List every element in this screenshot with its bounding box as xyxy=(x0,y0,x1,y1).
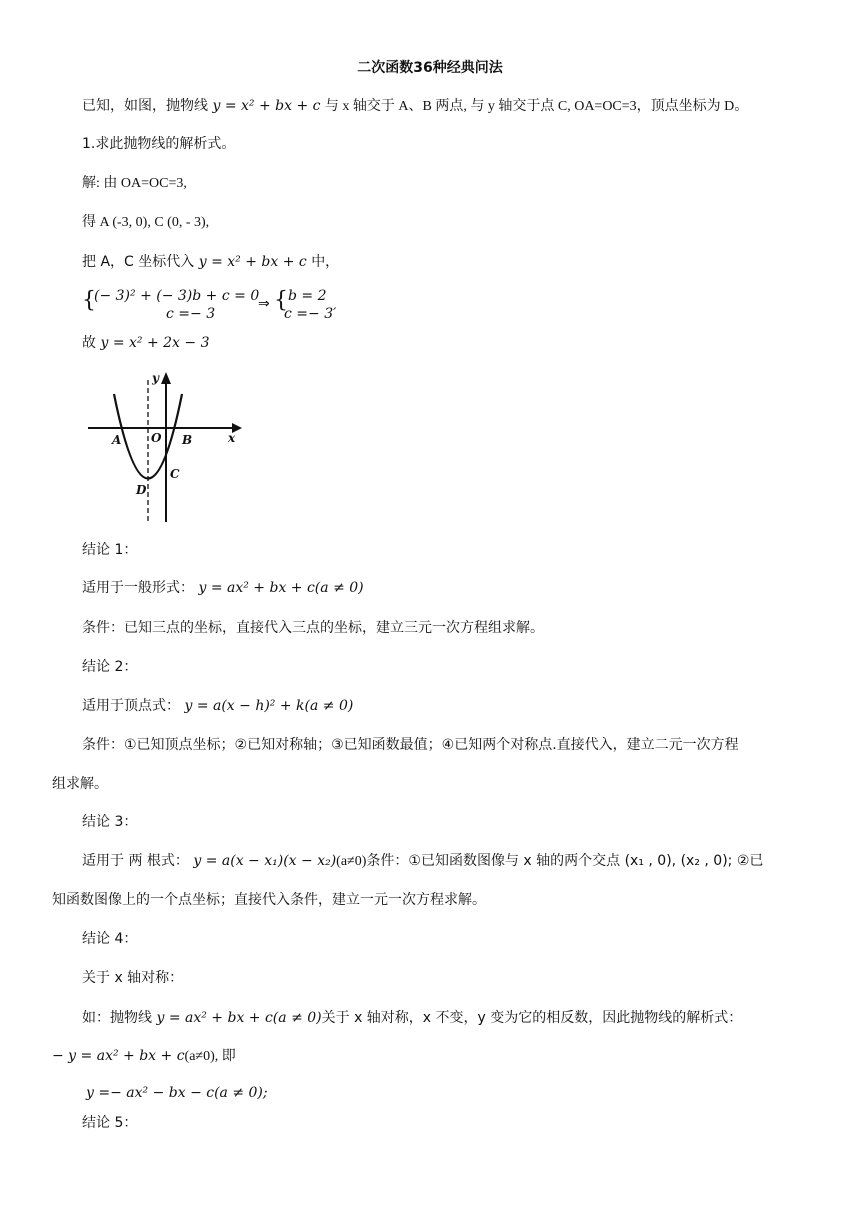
conclusion-4-subheading: 关于 x 轴对称： xyxy=(82,970,184,986)
conclusion-4-eq1-suffix: (a≠0), 即 xyxy=(184,1049,236,1064)
right-brace: { xyxy=(274,288,288,313)
intro-formula: y = x² + bx + c xyxy=(212,98,321,114)
label-o: O xyxy=(151,431,162,445)
conclusion-4-example-suffix: 关于 x 轴对称，x 不变，y 变为它的相反数，因此抛物线的解析式： xyxy=(321,1010,743,1026)
solution-result xyxy=(82,333,209,353)
conclusion-3-applies-prefix: 适用于 两 根式： xyxy=(82,853,189,869)
solution-line-3-prefix: 把 A，C 坐标代入 xyxy=(82,254,195,270)
conclusion-2-applies-prefix: 适用于顶点式： xyxy=(82,698,180,714)
conclusion-4-eq2: y =− ax² − bx − c(a ≠ 0); xyxy=(86,1085,268,1101)
left-brace: { xyxy=(82,288,96,313)
conclusion-3-condition-2: 知函数图像上的一个点坐标；直接代入条件，建立一元一次方程求解。 xyxy=(52,892,486,908)
label-x: x xyxy=(228,431,236,445)
conclusion-2-condition-2: 组求解。 xyxy=(52,776,108,792)
parabola-figure xyxy=(86,366,246,526)
solution-line-2: 得 A (-3, 0), C (0, - 3), xyxy=(82,215,210,230)
label-y: y xyxy=(152,371,159,385)
page-title: 二次函数36种经典问法 xyxy=(357,60,503,76)
label-d: D xyxy=(136,483,147,497)
label-a: A xyxy=(112,433,122,447)
conclusion-3-note: (a≠0) xyxy=(336,854,367,869)
conclusion-1-condition: 条件：已知三点的坐标，直接代入三点的坐标，建立三元一次方程组求解。 xyxy=(82,620,544,636)
conclusion-2-heading: 结论 2： xyxy=(82,659,138,675)
conclusion-1-formula: y = ax² + bx + c(a ≠ 0) xyxy=(198,580,364,596)
conclusion-2-applies xyxy=(82,696,353,716)
conclusion-4-eq1 xyxy=(52,1046,236,1067)
conclusion-1-applies-prefix: 适用于一般形式： xyxy=(82,580,194,596)
solution-result-formula: y = x² + 2x − 3 xyxy=(100,335,210,351)
solution-line-3 xyxy=(82,252,339,272)
conclusion-4-example-formula: y = ax² + bx + c(a ≠ 0) xyxy=(156,1010,322,1026)
intro-line xyxy=(82,96,748,117)
question-1: 1.求此抛物线的解析式。 xyxy=(82,136,236,152)
solution-line-3-formula: y = x² + bx + c xyxy=(198,254,307,270)
system-left-bottom: c =− 3 xyxy=(166,306,216,322)
conclusion-2-condition-1: 条件：①已知顶点坐标；②已知对称轴；③已知函数最值；④已知两个对称点.直接代入，建立二元一次方程 xyxy=(82,737,739,753)
system-right-bottom: c =− 3′ xyxy=(284,306,337,322)
conclusion-4-example xyxy=(82,1008,742,1028)
solution-result-prefix: 故 xyxy=(82,335,96,351)
label-b: B xyxy=(182,433,193,447)
system-left-top: (− 3)² + (− 3)b + c = 0 xyxy=(94,288,260,304)
label-c: C xyxy=(170,467,180,481)
conclusion-4-example-prefix: 如：抛物线 xyxy=(82,1010,152,1026)
conclusion-2-formula: y = a(x − h)² + k(a ≠ 0) xyxy=(184,698,354,714)
conclusion-1-heading: 结论 1： xyxy=(82,542,138,558)
intro-prefix: 已知，如图，抛物线 xyxy=(82,98,208,114)
system-right-top: b = 2 xyxy=(288,288,327,304)
implies-arrow: ⇒ xyxy=(258,296,270,312)
conclusion-3-line-1 xyxy=(82,851,763,872)
conclusion-3-formula: y = a(x − x₁)(x − x₂) xyxy=(193,853,337,869)
conclusion-5-heading: 结论 5： xyxy=(82,1115,138,1131)
solution-line-3-suffix: 中， xyxy=(311,254,340,270)
equation-system xyxy=(82,284,362,324)
conclusion-3-heading: 结论 3： xyxy=(82,814,138,830)
intro-suffix: 与 x 轴交于 A、B 两点, 与 y 轴交于点 C, OA=OC=3，顶点坐标为 D。 xyxy=(324,99,749,114)
conclusion-1-applies xyxy=(82,578,364,598)
conclusion-4-heading: 结论 4： xyxy=(82,931,138,947)
conclusion-3-condition-1: 条件：①已知函数图像与 x 轴的两个交点 (x₁ , 0), (x₂ , 0); ②已 xyxy=(366,853,764,869)
conclusion-4-eq1-formula: − y = ax² + bx + c xyxy=(52,1048,185,1064)
y-axis-arrow xyxy=(161,372,171,384)
solution-line-1: 解: 由 OA=OC=3, xyxy=(82,176,187,191)
